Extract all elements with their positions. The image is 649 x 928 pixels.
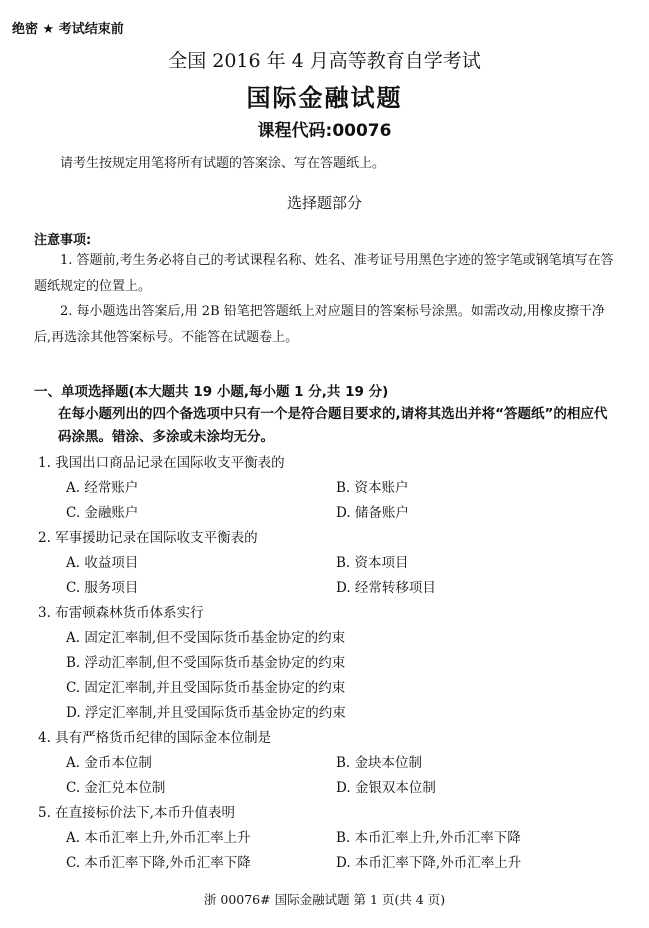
option: C. 服务项目 (66, 580, 139, 596)
notice-heading: 注意事项: (34, 233, 92, 248)
subject-title: 国际金融试题 (246, 84, 403, 112)
option: A. 金币本位制 (66, 755, 152, 771)
option: A. 经常账户 (66, 480, 139, 496)
notice-item: 2. 每小题选出答案后,用 2B 铅笔把答题纸上对应题目的答案标号涂黑。如需改动,用橡皮擦干净后,再选涂其他答案标号。不能答在试题卷上。 (34, 304, 605, 345)
option: A. 固定汇率制,但不受国际货币基金协定的约束 (66, 630, 346, 646)
option: C. 金融账户 (66, 505, 139, 521)
course-code: 课程代码:00076 (257, 121, 392, 141)
option: D. 储备账户 (336, 505, 409, 521)
secret-mark: 绝密 ★ 考试结束前 (12, 22, 124, 37)
option: D. 金银双本位制 (336, 780, 436, 796)
option: B. 浮动汇率制,但不受国际货币基金协定的约束 (66, 655, 346, 671)
option: C. 本币汇率下降,外币汇率下降 (66, 855, 251, 871)
option: D. 本币汇率下降,外币汇率上升 (336, 855, 522, 871)
option: D. 浮定汇率制,并且受国际货币基金协定的约束 (66, 705, 346, 721)
question-stem: 4. 具有严格货币纪律的国际金本位制是 (38, 730, 272, 746)
question-stem: 1. 我国出口商品记录在国际收支平衡表的 (38, 455, 285, 471)
option: A. 收益项目 (66, 555, 139, 571)
question-stem: 5. 在直接标价法下,本币升值表明 (38, 805, 235, 821)
page-footer: 浙 00076# 国际金融试题 第 1 页(共 4 页) (203, 892, 446, 907)
option: B. 资本账户 (336, 480, 409, 496)
option: B. 金块本位制 (336, 755, 423, 771)
option: C. 固定汇率制,并且受国际货币基金协定的约束 (66, 680, 346, 696)
question-stem: 2. 军事援助记录在国际收支平衡表的 (38, 530, 258, 546)
option: D. 经常转移项目 (336, 580, 436, 596)
part-subheading: 在每小题列出的四个备选项中只有一个是符合题目要求的,请将其选出并将“答题纸”的相应代码涂黑。错涂、多涂或未涂均无分。 (58, 406, 608, 445)
exam-title: 全国 2016 年 4 月高等教育自学考试 (168, 50, 481, 72)
option: B. 本币汇率上升,外币汇率下降 (336, 830, 521, 846)
question-stem: 3. 布雷顿森林货币体系实行 (38, 605, 204, 621)
option: B. 资本项目 (336, 555, 409, 571)
part-heading: 一、单项选择题(本大题共 19 小题,每小题 1 分,共 19 分) (34, 384, 389, 400)
notice-item: 1. 答题前,考生务必将自己的考试课程名称、姓名、准考证号用黑色字迹的签字笔或钢笔填写在答题纸规定的位置上。 (34, 253, 614, 294)
option: A. 本币汇率上升,外币汇率上升 (66, 830, 251, 846)
option: C. 金汇兑本位制 (66, 780, 166, 796)
instruction: 请考生按规定用笔将所有试题的答案涂、写在答题纸上。 (60, 156, 386, 171)
section-title: 选择题部分 (286, 194, 362, 212)
